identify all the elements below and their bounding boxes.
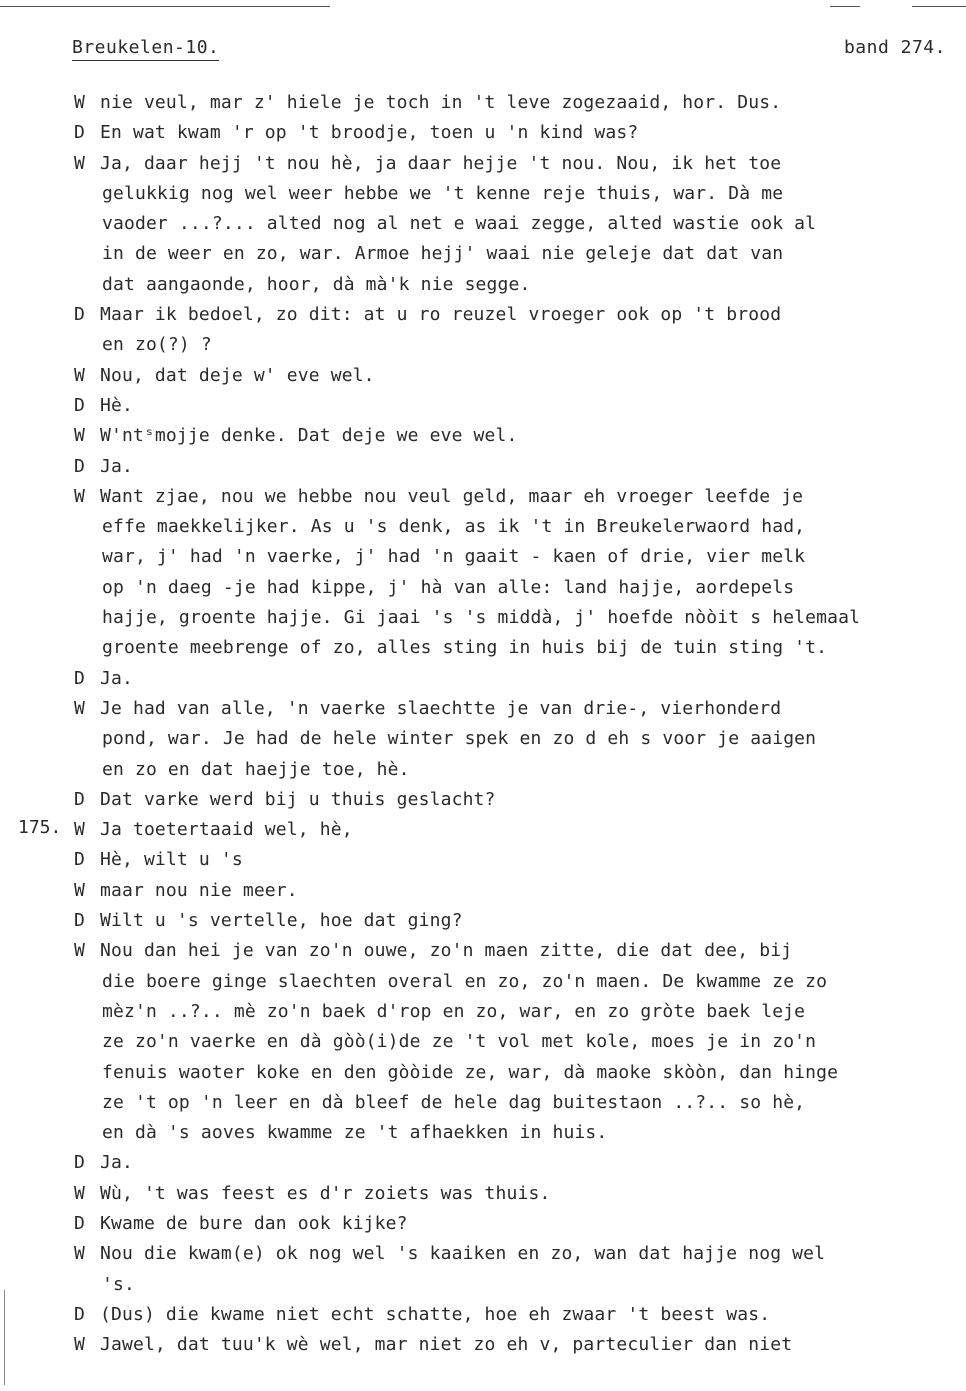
- speaker-label: D: [74, 394, 85, 416]
- turn-text: [100, 1209, 954, 1239]
- transcript-line: fenuis waoter koke en den gòòide ze, war, dà maoke skòòn, dan hinge: [102, 1061, 839, 1083]
- transcript-line: war, j' had 'n vaerke, j' had 'n gaait - kaen of drie, vier melk: [102, 546, 806, 568]
- speaker-label: D: [74, 1212, 85, 1234]
- turn-text: [100, 664, 954, 694]
- transcript-turn: [74, 845, 954, 875]
- speaker-label: D: [74, 667, 85, 689]
- transcript-line: Je had van alle, 'n vaerke slaechtte je van drie-, vierhonderd: [100, 697, 782, 719]
- transcript-line: en zo en dat haejje toe, hè.: [102, 758, 410, 780]
- speaker-label: W: [74, 697, 85, 719]
- speaker-label: D: [74, 455, 85, 477]
- turn-text: [100, 88, 954, 118]
- transcript-turn: [74, 876, 954, 906]
- transcript-line: Nou dan hei je van zo'n ouwe, zo'n maen zitte, die dat dee, bij: [100, 940, 793, 962]
- transcript-line: vaoder ...?... alted nog al net e waai zegge, alted wastie ook al: [102, 213, 817, 235]
- turn-text: [100, 149, 954, 300]
- turn-text: [100, 785, 954, 815]
- transcript-line: Nou die kwam(e) ok nog wel 's kaaiken en zo, wan dat hajje nog wel: [100, 1243, 826, 1265]
- transcript-line: 's.: [102, 1273, 135, 1295]
- turn-text: [100, 452, 954, 482]
- transcript-line: Ja.: [100, 1152, 133, 1174]
- transcript-line: Jawel, dat tuu'k wè wel, mar niet zo eh v, parteculier dan niet: [100, 1334, 793, 1356]
- speaker-label: W: [74, 92, 85, 113]
- transcript-line: groente meebrenge of zo, alles sting in huis bij de tuin sting 't.: [102, 637, 828, 659]
- speaker-label: D: [74, 1303, 85, 1325]
- transcript-line: Wù, 't was feest es d'r zoiets was thuis.: [100, 1182, 551, 1204]
- top-edge-rule: [912, 6, 966, 7]
- speaker-label: D: [74, 910, 85, 932]
- transcript-line: Maar ik bedoel, zo dit: at u ro reuzel vroeger ook op 't brood: [100, 304, 782, 326]
- top-edge-rule: [830, 6, 860, 7]
- transcript-turn: [74, 1300, 954, 1330]
- speaker-label: W: [74, 940, 85, 962]
- transcript-turn: [74, 88, 954, 118]
- transcript-line: Want zjae, nou we hebbe nou veul geld, maar eh vroeger leefde je: [100, 485, 804, 507]
- transcript-line: Ja.: [100, 455, 133, 477]
- transcript-line: dat aangaonde, hoor, dà mà'k nie segge.: [102, 273, 531, 295]
- turn-text: [100, 694, 954, 785]
- transcript-turn: [74, 391, 954, 421]
- transcript-turn: [74, 936, 954, 1148]
- transcript-turn: [74, 118, 954, 148]
- transcript-turn: [74, 815, 954, 845]
- transcript-line: Ja toetertaaid wel, hè,: [100, 819, 353, 841]
- left-margin-rule: [4, 1290, 5, 1385]
- transcript-turn: [74, 906, 954, 936]
- transcript-line: op 'n daeg -je had kippe, j' hà van alle: land hajje, aordepels: [102, 576, 795, 598]
- transcript-line: ze zo'n vaerke en dà gòò(i)de ze 't vol met kole, moes je in zo'n: [102, 1031, 817, 1053]
- turn-text: [100, 421, 954, 451]
- turn-text: [100, 391, 954, 421]
- transcript-line: Ja, daar hejj 't nou hè, ja daar hejje 't nou. Nou, ik het toe: [100, 152, 782, 174]
- speaker-label: W: [74, 425, 85, 447]
- turn-text: [100, 845, 954, 875]
- turn-text: [100, 361, 954, 391]
- turn-text: [100, 906, 954, 936]
- transcript-line: Hè.: [100, 394, 133, 416]
- transcript: [74, 88, 954, 1360]
- transcript-turn: [74, 664, 954, 694]
- transcript-turn: [74, 482, 954, 664]
- speaker-label: W: [74, 152, 85, 174]
- transcript-turn: [74, 300, 954, 361]
- transcript-line: in de weer en zo, war. Armoe hejj' waai nie geleje dat dat van: [102, 243, 784, 265]
- transcript-line: Kwame de bure dan ook kijke?: [100, 1212, 408, 1234]
- transcript-turn: [74, 1209, 954, 1239]
- turn-text: [100, 300, 954, 361]
- turn-text: [100, 876, 954, 906]
- speaker-label: D: [74, 1152, 85, 1174]
- transcript-line: Wilt u 's vertelle, hoe dat ging?: [100, 910, 463, 932]
- transcript-line: W'ntˢmojje denke. Dat deje we eve wel.: [100, 425, 518, 447]
- turn-text: [100, 815, 954, 845]
- speaker-label: W: [74, 819, 85, 841]
- turn-text: [100, 1300, 954, 1330]
- transcript-turn: [74, 452, 954, 482]
- speaker-label: D: [74, 304, 85, 326]
- turn-text: [100, 1148, 954, 1178]
- transcript-line: en dà 's aoves kwamme ze 't afhaekken in huis.: [102, 1122, 608, 1144]
- transcript-line: Hè, wilt u 's: [100, 849, 243, 871]
- transcript-turn: [74, 1330, 954, 1360]
- transcript-turn: [74, 785, 954, 815]
- turn-text: [100, 1239, 954, 1300]
- speaker-label: D: [74, 122, 85, 144]
- transcript-line: hajje, groente hajje. Gi jaai 's 's middà, j' hoefde nòòit s helemaal: [102, 607, 861, 629]
- transcript-line: pond, war. Je had de hele winter spek en zo d eh s voor je aaigen: [102, 728, 817, 750]
- speaker-label: D: [74, 849, 85, 871]
- turn-text: [100, 482, 954, 664]
- transcript-line: Dat varke werd bij u thuis geslacht?: [100, 788, 496, 810]
- transcript-turn: [74, 1239, 954, 1300]
- speaker-label: W: [74, 485, 85, 507]
- transcript-line: nie veul, mar z' hiele je toch in 't leve zogezaaid, hor. Dus.: [100, 92, 782, 113]
- top-edge-rule: [0, 6, 330, 7]
- transcript-turn: [74, 694, 954, 785]
- speaker-label: W: [74, 1182, 85, 1204]
- transcript-line: ze 't op 'n leer en dà bleef de hele dag buitestaon ..?.. so hè,: [102, 1091, 806, 1113]
- transcript-turn: [74, 421, 954, 451]
- speaker-label: W: [74, 364, 85, 386]
- turn-text: [100, 1179, 954, 1209]
- speaker-label: W: [74, 1334, 85, 1356]
- document-title: Breukelen-10.: [72, 36, 219, 61]
- transcript-line: En wat kwam 'r op 't broodje, toen u 'n kind was?: [100, 122, 639, 144]
- transcript-line: maar nou nie meer.: [100, 879, 298, 901]
- transcript-line: Nou, dat deje w' eve wel.: [100, 364, 375, 386]
- transcript-line: (Dus) die kwame niet echt schatte, hoe eh zwaar 't beest was.: [100, 1303, 771, 1325]
- turn-text: [100, 1330, 954, 1360]
- band-number: band 274.: [843, 37, 946, 58]
- transcript-turn: [74, 1179, 954, 1209]
- transcript-line: en zo(?) ?: [102, 334, 212, 356]
- transcript-turn: [74, 361, 954, 391]
- margin-line-number: 175.: [18, 817, 62, 838]
- speaker-label: W: [74, 879, 85, 901]
- transcript-turn: [74, 1148, 954, 1178]
- transcript-turn: [74, 149, 954, 300]
- transcript-line: effe maekkelijker. As u 's denk, as ik 't in Breukelerwaord had,: [102, 516, 806, 538]
- turn-text: [100, 936, 954, 1148]
- speaker-label: W: [74, 1243, 85, 1265]
- transcript-line: Ja.: [100, 667, 133, 689]
- transcript-line: mèz'n ..?.. mè zo'n baek d'rop en zo, war, en zo gròte baek leje: [102, 1000, 806, 1022]
- turn-text: [100, 118, 954, 148]
- speaker-label: D: [74, 788, 85, 810]
- transcript-line: gelukkig nog wel weer hebbe we 't kenne reje thuis, war. Dà me: [102, 182, 784, 204]
- transcript-line: die boere ginge slaechten overal en zo, zo'n maen. De kwamme ze zo: [102, 970, 828, 992]
